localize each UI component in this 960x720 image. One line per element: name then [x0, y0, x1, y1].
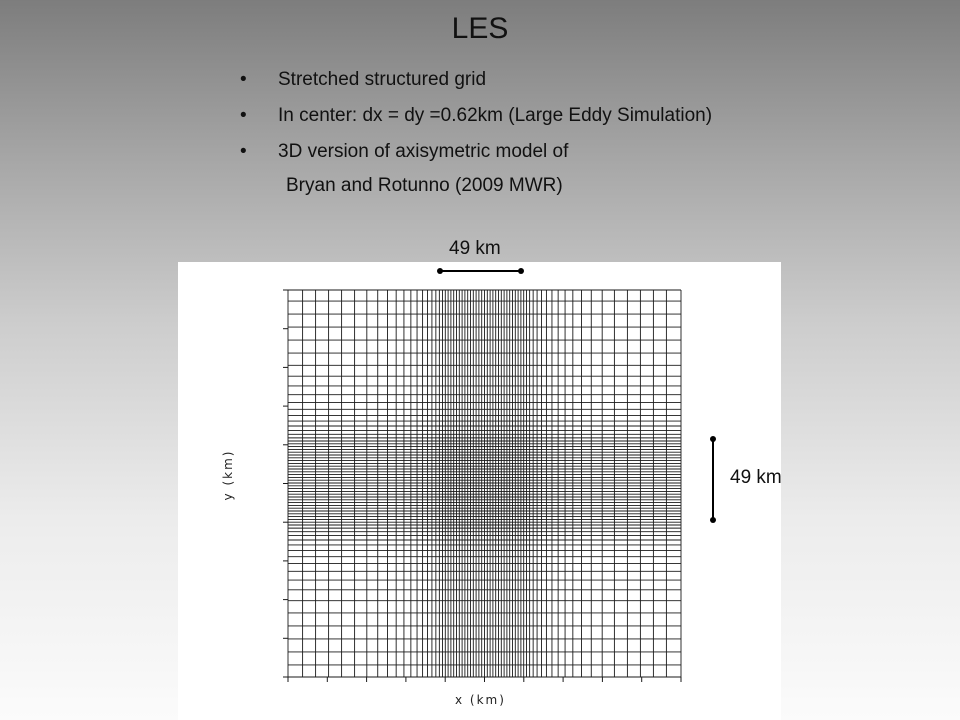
right-dimension-endpoint	[710, 517, 716, 523]
bullet-dot: •	[240, 105, 247, 126]
top-dimension-label: 49 km	[449, 238, 501, 259]
top-dimension-endpoint	[437, 268, 443, 274]
top-dimension-endpoint	[518, 268, 524, 274]
bullet-dot: •	[240, 141, 247, 162]
slide-title: LES	[451, 12, 509, 45]
right-dimension-endpoint	[710, 436, 716, 442]
y-axis-label: y (km)	[221, 449, 235, 501]
bullet-text: Stretched structured grid	[278, 69, 487, 90]
bullet-text: In center: dx = dy =0.62km (Large Eddy Simulation)	[278, 105, 713, 126]
bullet-continuation: Bryan and Rotunno (2009 MWR)	[286, 175, 563, 196]
bullet-text: 3D version of axisymetric model of	[278, 141, 569, 162]
bullet-dot: •	[240, 69, 247, 90]
right-dimension-label: 49 km	[730, 467, 782, 488]
x-axis-label: x (km)	[455, 693, 506, 707]
